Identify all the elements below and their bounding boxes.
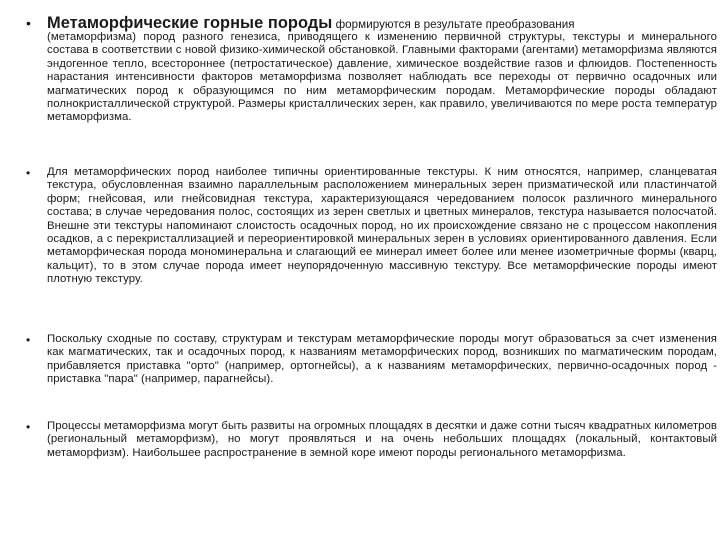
bullet-marker: • <box>26 420 31 434</box>
bullet-marker: • <box>26 166 31 180</box>
paragraph-body: Процессы метаморфизма могут быть развиты на огромных площадях в десятки и даже сотни тысяч квадратных километров (региональный метаморфизм), но могут проявляться и на очень небольших площадях (локальный, контактовый метаморфизм). Наибольшее распространение в земной коре имеют породы регионального метаморфизма. <box>47 420 717 459</box>
paragraph-text <box>47 14 717 125</box>
bullet-marker: • <box>26 333 31 347</box>
bullet-marker: • <box>26 15 31 31</box>
paragraph-body: Поскольку сходные по составу, структурам и текстурам метаморфические породы могут образоваться за счет изменения как магматических, так и осадочных пород, к названиям метаморфических пород, возникших по магматическим породам, прибавляется приставка "орто" (например, ортогнейсы), а к названиям метаморфических, первично-осадочных пород - приставка "пара" (например, парагнейсы). <box>47 333 717 386</box>
paragraph-body: (метаморфизма) пород разного генезиса, приводящего к изменению первичной структуры, текстуры и минерального состава в соответствии с новой физико-химической обстановкой. Главными факторами (агентами) метаморфизма являются эндогенное тепло, всестороннее (петростатическое) давление, химическое воздействие газов и флюидов. Постепенность нарастания интенсивности факторов метаморфизма позволяет наблюдать все переходы от первично осадочных или магматических пород к образующимся по ним метаморфическим породам. Метаморфические породы обладают полнокристаллической структурой. Размеры кристаллических зерен, как правило, увеличиваются по мере роста температур метаморфизма. <box>47 31 717 124</box>
paragraph-body: Для метаморфических пород наиболее типичны ориентированные текстуры. К ним относятся, например, сланцеватая текстура, обусловленная взаимно параллельным расположением минеральных зерен призматической или пластинчатой форм; гнейсовая, или гнейсовидная текстура, характеризующаяся чередованием полосок различного минерального состава; в случае чередования полос, состоящих из зерен светлых и цветных минералов, текстура называется полосчатой. Внешне эти текстуры напоминают слоистость осадочных пород, но их происхождение связано не с процессом накопления осадков, а с перекристаллизацией и переориентировкой минеральных зерен в условиях ориентированного давления. Если метаморфическая порода мономинеральна и слагающий ее минерал имеет более или менее изометричные формы (кварц, кальцит), то в этом случае порода имеет неупорядоченную массивную текстуру. Все метаморфические породы имеют плотную текстуру. <box>47 166 717 286</box>
lead-continuation: формируются в результате преобразования <box>332 18 575 31</box>
lead-term: Метаморфические горные породы <box>47 14 333 32</box>
